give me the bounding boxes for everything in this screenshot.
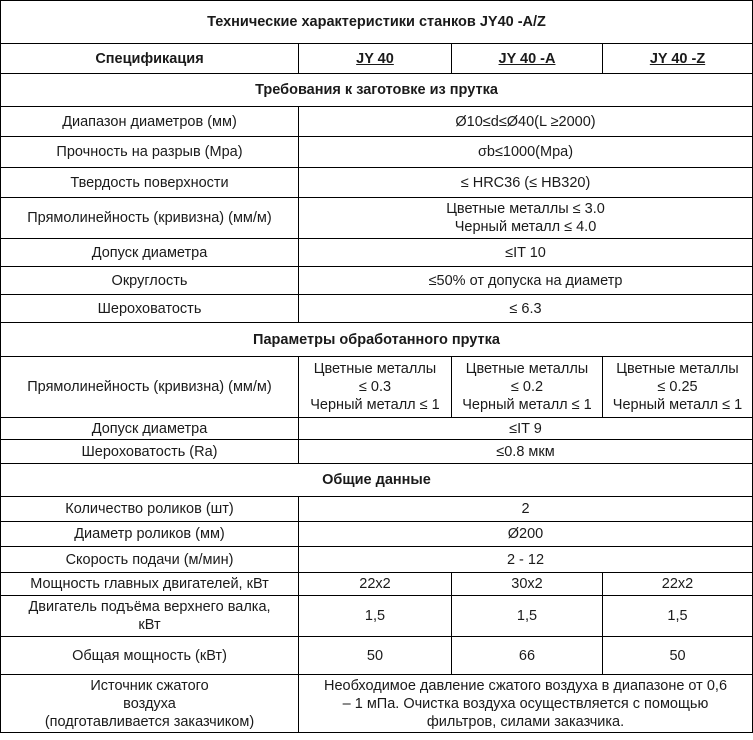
spec-header: Спецификация [1, 44, 299, 74]
row-label [1, 596, 299, 637]
row-label: Допуск диаметра [1, 239, 299, 267]
row-value [299, 198, 753, 239]
value-line: Цветные металлы ≤ 3.0 [446, 201, 605, 217]
row-value: 22x2 [603, 573, 753, 596]
model-header-jy40z [603, 44, 753, 74]
row-value: 66 [452, 637, 603, 675]
value-line: Цветные металлы [616, 361, 739, 377]
section-title-processed-bar: Параметры обработанного прутка [1, 323, 753, 357]
table-row [1, 573, 753, 596]
table-row [1, 418, 753, 440]
table-row [1, 522, 753, 547]
row-label: Округлость [1, 267, 299, 295]
row-value [299, 675, 753, 733]
row-value [299, 357, 452, 418]
value-line: ≤ 0.3 [358, 379, 392, 395]
model-header-jy40a [452, 44, 603, 74]
value-line: ≤ 0.2 [510, 379, 544, 395]
row-value: ≤50% от допуска на диаметр [299, 267, 753, 295]
model-label: JY 40 [356, 50, 394, 67]
section-header [1, 323, 753, 357]
row-value: ≤IT 10 [299, 239, 753, 267]
row-value: Ø200 [299, 522, 753, 547]
table-row [1, 198, 753, 239]
row-value: 50 [299, 637, 452, 675]
row-value: ≤0.8 мкм [299, 440, 753, 464]
row-label: Шероховатость (Ra) [1, 440, 299, 464]
row-value: ≤IT 9 [299, 418, 753, 440]
row-value: 22x2 [299, 573, 452, 596]
row-label: Общая мощность (кВт) [1, 637, 299, 675]
model-header-jy40 [299, 44, 452, 74]
row-label: Мощность главных двигателей, кВт [1, 573, 299, 596]
row-value: 2 - 12 [299, 547, 753, 573]
row-label: Скорость подачи (м/мин) [1, 547, 299, 573]
section-header [1, 464, 753, 497]
row-label: Твердость поверхности [1, 168, 299, 198]
value-line: Цветные металлы [465, 361, 589, 377]
row-value: 50 [603, 637, 753, 675]
row-value: ≤ HRC36 (≤ HB320) [299, 168, 753, 198]
table-row [1, 107, 753, 137]
table-row [1, 295, 753, 323]
value-line: Черный металл ≤ 1 [310, 397, 440, 413]
row-label: Шероховатость [1, 295, 299, 323]
row-label: Прямолинейность (кривизна) (мм/м) [1, 357, 299, 418]
value-line: Черный металл ≤ 4.0 [454, 219, 597, 235]
table-row [1, 137, 753, 168]
value-line: ≤ 0.25 [657, 379, 698, 395]
model-label: JY 40 -Z [649, 50, 706, 67]
row-value: 1,5 [452, 596, 603, 637]
label-line: кВт [138, 617, 161, 633]
row-value: Ø10≤d≤Ø40(L ≥2000) [299, 107, 753, 137]
row-value: 30x2 [452, 573, 603, 596]
value-line: фильтров, силами заказчика. [426, 713, 625, 730]
value-line: Черный металл ≤ 1 [462, 397, 592, 413]
label-line: воздуха [123, 695, 176, 712]
title-row [1, 1, 753, 44]
row-value: σb≤1000(Mpa) [299, 137, 753, 168]
row-label: Прямолинейность (кривизна) (мм/м) [1, 198, 299, 239]
section-title-blank-requirements: Требования к заготовке из прутка [1, 74, 753, 107]
row-value [603, 357, 753, 418]
table-row [1, 547, 753, 573]
row-label: Допуск диаметра [1, 418, 299, 440]
table-row [1, 267, 753, 295]
table-row [1, 168, 753, 198]
section-title-general: Общие данные [1, 464, 753, 497]
table-row [1, 637, 753, 675]
label-line: (подготавливается заказчиком) [44, 713, 255, 730]
row-label [1, 675, 299, 733]
row-label: Диаметр роликов (мм) [1, 522, 299, 547]
value-line: Черный металл ≤ 1 [612, 397, 743, 413]
table-row [1, 497, 753, 522]
table-title: Технические характеристики станков JY40 -A/Z [1, 1, 753, 44]
table-row [1, 440, 753, 464]
table-row [1, 239, 753, 267]
value-line: Цветные металлы [313, 361, 437, 377]
label-line: Двигатель подъёма верхнего валка, [28, 599, 271, 615]
table-row [1, 357, 753, 418]
table-row [1, 596, 753, 637]
row-label: Диапазон диаметров (мм) [1, 107, 299, 137]
label-line: Источник сжатого [90, 677, 209, 694]
value-line: Необходимое давление сжатого воздуха в диапазоне от 0,6 [323, 677, 728, 694]
row-value: 1,5 [299, 596, 452, 637]
row-value: 1,5 [603, 596, 753, 637]
section-header [1, 74, 753, 107]
row-value [452, 357, 603, 418]
value-line: – 1 мПа. Очистка воздуха осуществляется с помощью [342, 695, 709, 712]
model-label: JY 40 -A [498, 50, 556, 67]
row-value: 2 [299, 497, 753, 522]
header-row [1, 44, 753, 74]
row-value: ≤ 6.3 [299, 295, 753, 323]
table-row [1, 675, 753, 733]
row-label: Прочность на разрыв (Mpa) [1, 137, 299, 168]
row-label: Количество роликов (шт) [1, 497, 299, 522]
